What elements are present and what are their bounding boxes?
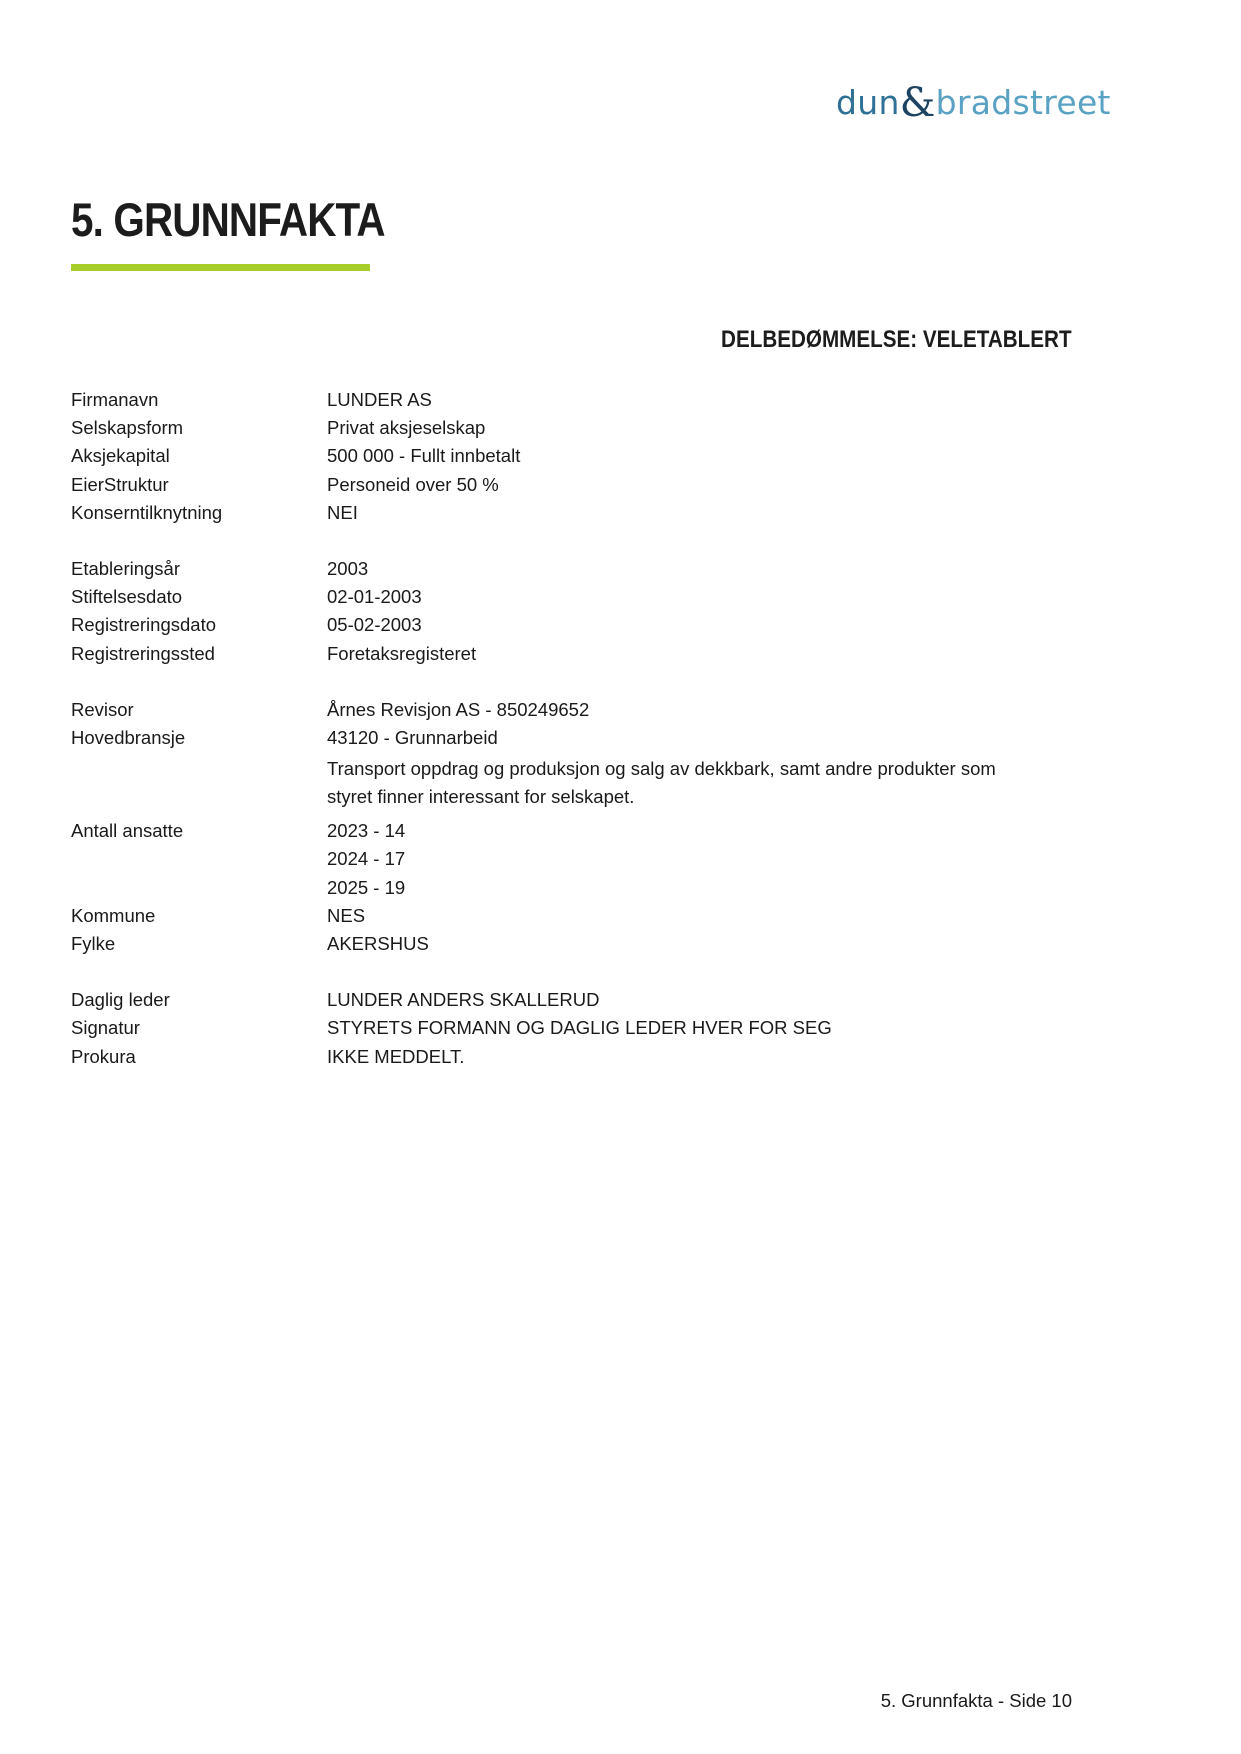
fact-row-etableringsar — [71, 555, 1071, 583]
fact-label: Hovedbransje — [71, 727, 186, 749]
fact-label: Registreringssted — [71, 642, 215, 664]
fact-label: Signatur — [71, 1017, 140, 1039]
fact-value: 2023 - 14 — [327, 820, 406, 842]
fact-value: 02-01-2003 — [327, 586, 422, 608]
fact-value: Personeid over 50 % — [327, 473, 499, 495]
fact-label: Registreringsdato — [71, 614, 216, 636]
fact-value: LUNDER ANDERS SKALLERUD — [327, 989, 600, 1011]
fact-label: Fylke — [71, 933, 116, 955]
fact-label: EierStruktur — [71, 473, 169, 495]
fact-row-stiftelsesdato — [71, 583, 1071, 611]
fact-value: LUNDER AS — [327, 389, 432, 410]
fact-label: Selskapsform — [71, 417, 184, 439]
fact-row-formal — [71, 752, 1071, 817]
fact-value: 2024 - 17 — [327, 848, 406, 870]
fact-row-prokura — [71, 1043, 1071, 1071]
fact-label-empty — [71, 845, 327, 873]
facts-group-registration — [71, 555, 1071, 668]
fact-value: 05-02-2003 — [327, 614, 422, 636]
fact-row-firmanavn — [71, 386, 1071, 414]
facts-group-company — [71, 386, 1071, 527]
fact-value: 2025 - 19 — [327, 876, 406, 898]
fact-value: 2003 — [327, 558, 369, 580]
fact-value: Årnes Revisjon AS - 850249652 — [327, 698, 590, 720]
fact-row-registreringssted — [71, 640, 1071, 668]
facts-table — [71, 386, 1071, 1099]
fact-label: Stiftelsesdato — [71, 586, 183, 608]
fact-label: Antall ansatte — [71, 820, 184, 842]
facts-group-management — [71, 986, 1071, 1071]
fact-row-selskapsform — [71, 414, 1071, 442]
fact-label-empty — [71, 874, 327, 902]
fact-value: Foretaksregisteret — [327, 642, 477, 664]
dun-bradstreet-logo — [836, 78, 1111, 124]
fact-value: NES — [327, 904, 366, 926]
fact-label: Daglig leder — [71, 989, 170, 1011]
fact-row-antall-ansatte-2025 — [71, 874, 1071, 902]
fact-label: Kommune — [71, 904, 156, 926]
facts-group-operations — [71, 696, 1071, 958]
fact-label: Etableringsår — [71, 558, 181, 580]
fact-label-empty — [71, 755, 327, 811]
page-title: 5. GRUNNFAKTA — [71, 193, 385, 246]
title-underline — [71, 264, 370, 271]
fact-label: Prokura — [71, 1045, 136, 1067]
logo-text-dun: dun — [836, 83, 900, 122]
fact-row-eierstruktur — [71, 471, 1071, 499]
fact-value: NEI — [327, 501, 358, 523]
logo-text-bradstreet: bradstreet — [935, 83, 1111, 122]
fact-row-daglig-leder — [71, 986, 1071, 1014]
fact-row-antall-ansatte — [71, 817, 1071, 845]
fact-row-aksjekapital — [71, 442, 1071, 470]
fact-row-signatur — [71, 1014, 1071, 1042]
fact-label: Firmanavn — [71, 389, 159, 410]
fact-label: Aksjekapital — [71, 445, 170, 467]
business-purpose-text: Transport oppdrag og produksjon og salg av dekkbark, samt andre produkter som styret finner interessant for selskapet. — [327, 758, 996, 808]
fact-label: Konserntilknytning — [71, 501, 223, 523]
fact-row-revisor — [71, 696, 1071, 724]
fact-row-kommune — [71, 902, 1071, 930]
fact-row-registreringsdato — [71, 611, 1071, 639]
rating-heading: DELBEDØMMELSE: VELETABLERT — [721, 326, 1072, 353]
fact-value: IKKE MEDDELT. — [327, 1045, 465, 1067]
fact-row-hovedbransje — [71, 724, 1071, 752]
fact-value: STYRETS FORMANN OG DAGLIG LEDER HVER FOR SEG — [327, 1017, 832, 1039]
page-footer: 5. Grunnfakta - Side 10 — [880, 1690, 1072, 1711]
logo-ampersand: & — [899, 80, 936, 126]
fact-row-antall-ansatte-2024 — [71, 845, 1071, 873]
fact-value: 43120 - Grunnarbeid — [327, 727, 498, 749]
fact-value: Privat aksjeselskap — [327, 417, 486, 439]
fact-row-konserntilknytning — [71, 499, 1071, 527]
fact-value: AKERSHUS — [327, 933, 429, 955]
fact-row-fylke — [71, 930, 1071, 958]
fact-value: 500 000 - Fullt innbetalt — [327, 445, 521, 467]
fact-label: Revisor — [71, 698, 134, 720]
